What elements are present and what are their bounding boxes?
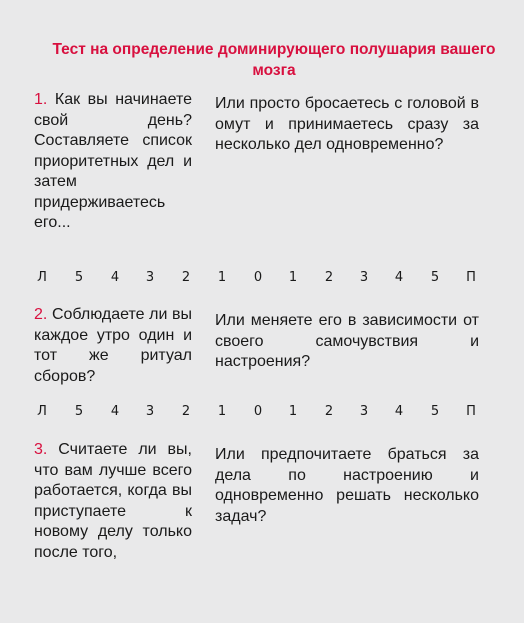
scale-value[interactable]: П: [466, 404, 476, 419]
scale-value[interactable]: 4: [394, 404, 404, 419]
question-3-left: [34, 440, 192, 563]
scale-value[interactable]: 2: [324, 404, 334, 419]
scale-value[interactable]: 3: [359, 270, 369, 285]
scale-value[interactable]: 3: [145, 270, 155, 285]
scale-value[interactable]: 1: [217, 270, 227, 285]
question-3-right: Или предпочитаете браться за дела по настроению и одновременно решать несколько задач?: [215, 446, 479, 525]
question-1-left: [34, 90, 192, 234]
scale-value[interactable]: П: [466, 270, 476, 285]
question-2-right: Или меняете его в зависимости от своего самочувствия и настроения?: [215, 312, 479, 370]
scale-value[interactable]: 3: [145, 404, 155, 419]
question-2-left: [34, 305, 192, 387]
scale-value[interactable]: 4: [110, 404, 120, 419]
scale-value[interactable]: 5: [430, 270, 440, 285]
scale-value[interactable]: 1: [217, 404, 227, 419]
scale-value[interactable]: 3: [359, 404, 369, 419]
rating-scale-2: [32, 404, 488, 422]
scale-value[interactable]: 0: [253, 404, 263, 419]
scale-value[interactable]: 4: [394, 270, 404, 285]
question-number: 3.: [34, 441, 48, 458]
scale-value[interactable]: 1: [288, 404, 298, 419]
scale-value[interactable]: 0: [253, 270, 263, 285]
question-text: Считаете ли вы, что вам лучше всего работается, когда вы приступаете к новому делу только после того,: [34, 441, 193, 561]
scale-value[interactable]: 4: [110, 270, 120, 285]
page-title: Тест на определение доминирующего полушария вашего мозга: [52, 41, 496, 79]
rating-scale-1: [32, 270, 488, 288]
question-text: Соблюдаете ли вы каждое утро один и тот же ритуал сборов?: [34, 306, 192, 385]
scale-value[interactable]: 2: [324, 270, 334, 285]
scale-value[interactable]: 5: [74, 270, 84, 285]
scale-value[interactable]: Л: [37, 404, 47, 419]
question-number: 1.: [34, 91, 48, 108]
scale-value[interactable]: 5: [74, 404, 84, 419]
question-1-right: Или просто бросаетесь с головой в омут и принимаетесь сразу за несколько дел одновременно?: [215, 95, 479, 153]
question-number: 2.: [34, 306, 48, 323]
question-text: Как вы начинаете свой день? Составляете список приоритетных дел и затем придерживаетесь его...: [34, 91, 192, 231]
scale-value[interactable]: 1: [288, 270, 298, 285]
scale-value[interactable]: 5: [430, 404, 440, 419]
scale-value[interactable]: Л: [37, 270, 47, 285]
scale-value[interactable]: 2: [181, 270, 191, 285]
scale-value[interactable]: 2: [181, 404, 191, 419]
